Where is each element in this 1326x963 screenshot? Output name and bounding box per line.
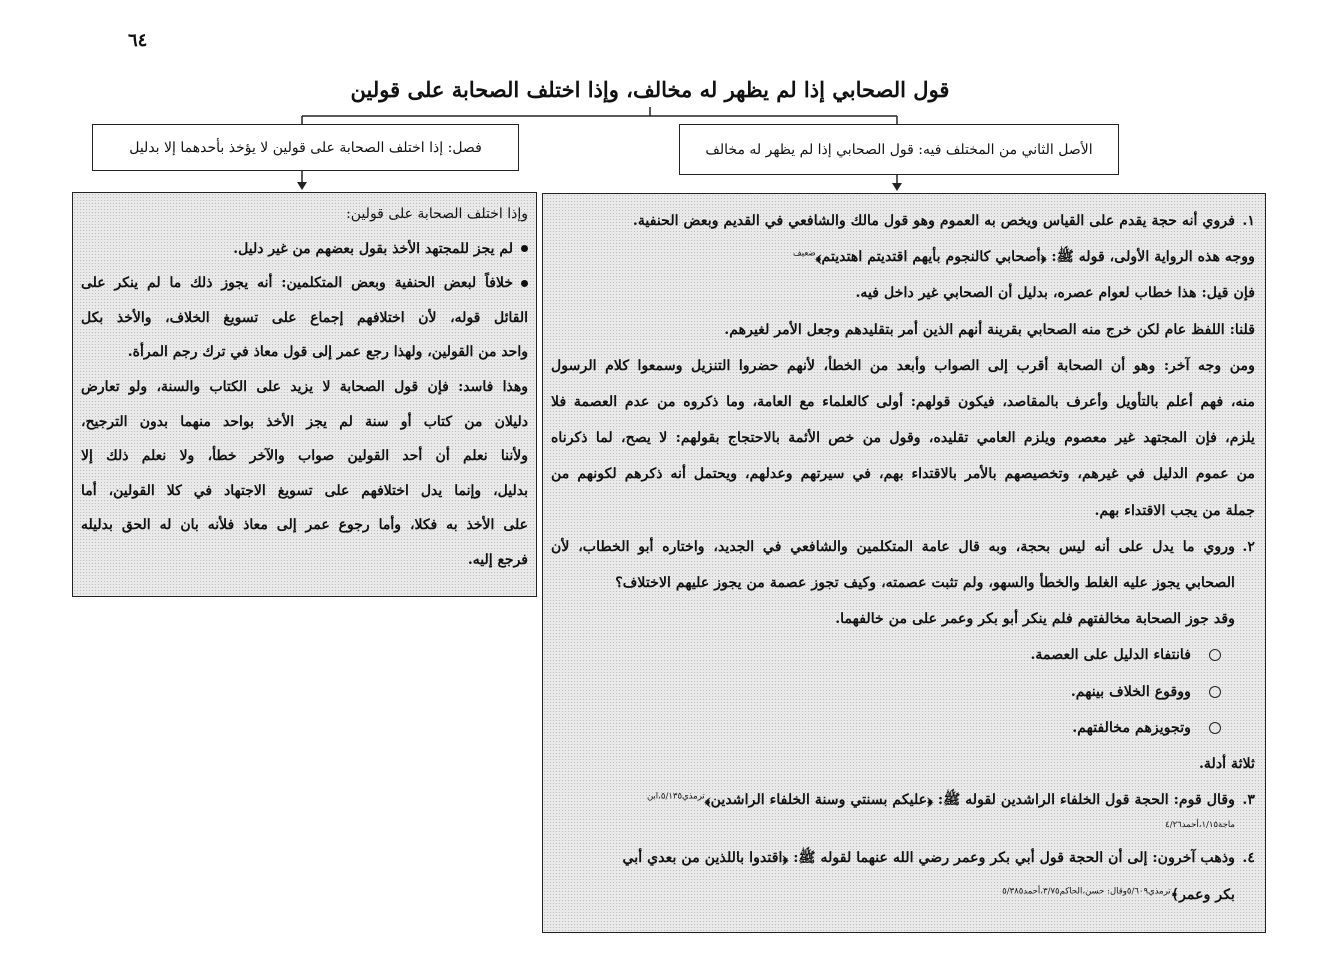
paragraph-line: ولأننا نعلم أن أحد القولين صواب والآخر خطأ، ولا نعلم ذلك إلا — [81, 448, 528, 465]
item-number: ٤. — [1242, 850, 1255, 867]
item-number: ٣. — [1242, 792, 1255, 809]
page-number: ٦٤ — [128, 30, 148, 51]
circle-bullet-icon — [1209, 649, 1221, 661]
paragraph-line: ووجه هذه الرواية الأولى، قوله ﷺ: ﴿أصحابي كالنجوم بأيهم اقتديتم اهتديتم﴾ — [815, 249, 1255, 266]
paragraph-line: جملة من يجب الاقتداء بهم. — [1094, 502, 1255, 519]
paragraph-line: وهذا فاسد: فإن قول الصحابة لا يزيد على الكتاب والسنة، ولو تعارض — [81, 378, 528, 395]
item-number: ٢. — [1242, 538, 1255, 555]
paragraph-line: الصحابي يجوز عليه الغلط والخطأ والسهو، ولم تثبت عصمته، وكيف تجوز عصمة من يجوز عليهم الاختلاف؟ — [615, 575, 1235, 592]
list-item: ووقوع الخلاف بينهم. — [1070, 683, 1191, 700]
paragraph-line: فإن قيل: هذا خطاب لعوام عصره، بدليل أن الصحابي غير داخل فيه. — [855, 285, 1255, 302]
list-item: لم يجز للمجتهد الأخذ بقول بعضهم من غير دليل. — [233, 240, 513, 257]
paragraph-line: فروي أنه حجة يقدم على القياس ويخص به العموم وهو قول مالك والشافعي في القديم وبعض الحنفية. — [632, 213, 1235, 229]
item-number: ١. — [1242, 213, 1255, 229]
paragraph-line: ومن وجه آخر: وهو أن الصحابة أقرب إلى الصواب وأبعد من الخطأ، لأنهم حضروا التنزيل وسمعوا كلام الرسول — [551, 357, 1255, 374]
hadith-reference: ترمذي٥/٦٠٩وقال: حسن،الحاكم٣/٧٥،أحمد٥/٣٨٥ — [1002, 885, 1171, 896]
paragraph-line: ثلاثة أدلة. — [1198, 756, 1255, 773]
left-panel — [72, 192, 537, 597]
paragraph-line: وذهب آخرون: إلى أن الحجة قول أبي بكر وعمر رضي الله عنهما لقوله ﷺ: ﴿اقتدوا باللذين من بعدي أبي — [622, 850, 1235, 867]
paragraph-line: بكر وعمر﴾ — [1170, 886, 1235, 903]
bullet-dot-icon — [521, 245, 528, 252]
paragraph-line: دليلان من كتاب أو سنة لم يجز الأخذ بواحد منهما بدون الترجيح، — [81, 413, 528, 430]
paragraph-line: وإذا اختلف الصحابة على قولين: — [346, 206, 528, 222]
paragraph-line: يلزم، فإن المجتهد غير معصوم ويلزم العامي تقليده، وقول من خص الأئمة بالاحتجاج بقولهم: لا يصح، لما ذكرناه — [551, 430, 1255, 447]
paragraph-line: قلنا: اللفظ عام لكن خرج منه الصحابي بقرينة أنهم الذين أمر بتقليدهم وجعل الأمر لغيرهم. — [724, 321, 1255, 338]
paragraph-line: منه، فهم أعلم بالتأويل وأعرف بالمقاصد، فيكون قولهم: أولى كالعلماء مع العامة، وما ذكروه من عدم العصمة فلا — [551, 394, 1255, 411]
paragraph-line: فرجع إليه. — [467, 551, 528, 568]
list-item: خلافاً لبعض الحنفية وبعض المتكلمين: أنه يجوز ذلك ما لم ينكر على — [81, 275, 513, 292]
hadith-grade: ضعيف — [792, 248, 816, 259]
paragraph-line: واحد من القولين، ولهذا رجع عمر إلى قول معاذ في ترك رجم المرأة. — [127, 344, 528, 361]
right-panel — [542, 193, 1266, 933]
paragraph-line: من عموم الدليل في غيرهم، وتخصيصهم بالأمر بالاقتداء بهم، في سيرتهم وعدلهم، ويحتمل أنه ذكرهم لكونهم من — [551, 466, 1255, 483]
paragraph-line: وقد جوز الصحابة مخالفتهم فلم ينكر أبو بكر وعمر على من خالفهما. — [835, 611, 1235, 628]
page-title: قول الصحابي إذا لم يظهر له مخالف، وإذا اختلف الصحابة على قولين — [350, 77, 950, 102]
paragraph-line: وقال قوم: الحجة قول الخلفاء الراشدين لقوله ﷺ: ﴿عليكم بسنتي وسنة الخلفاء الراشدين﴾ — [704, 792, 1235, 809]
right-header-box: الأصل الثاني من المختلف فيه: قول الصحابي إذا لم يظهر له مخالف — [679, 124, 1119, 175]
paragraph-line: بدليل، وإنما يدل اختلافهم على تسويغ الاجتهاد في كلا القولين، أما — [81, 482, 528, 499]
paragraph-line: القائل قوله، لأن اختلافهم إجماع على تسويغ الخلاف، والأخذ بكل — [81, 309, 528, 326]
list-item: وتجويزهم مخالفتهم. — [1072, 719, 1191, 736]
circle-bullet-icon — [1209, 722, 1221, 734]
bullet-dot-icon — [521, 280, 528, 287]
hadith-reference: ماجة١/١٥،أحمد٤/٢٦ — [1165, 820, 1235, 831]
hadith-reference: ترمذي٥/١٣٥،ابن — [646, 791, 705, 802]
paragraph-line: على الأخذ به فكلا، وأما رجوع عمر إلى معاذ فلأنه بان له الحق بدليله — [81, 517, 528, 534]
paragraph-line: وروي ما يدل على أنه ليس بحجة، وبه قال عامة المتكلمين والشافعي في الجديد، واختاره أبو الخطاب، لأن — [551, 538, 1235, 555]
circle-bullet-icon — [1209, 686, 1221, 698]
left-header-box: فصل: إذا اختلف الصحابة على قولين لا يؤخذ بأحدهما إلا بدليل — [92, 124, 519, 171]
list-item: فانتفاء الدليل على العصمة. — [1030, 647, 1191, 664]
